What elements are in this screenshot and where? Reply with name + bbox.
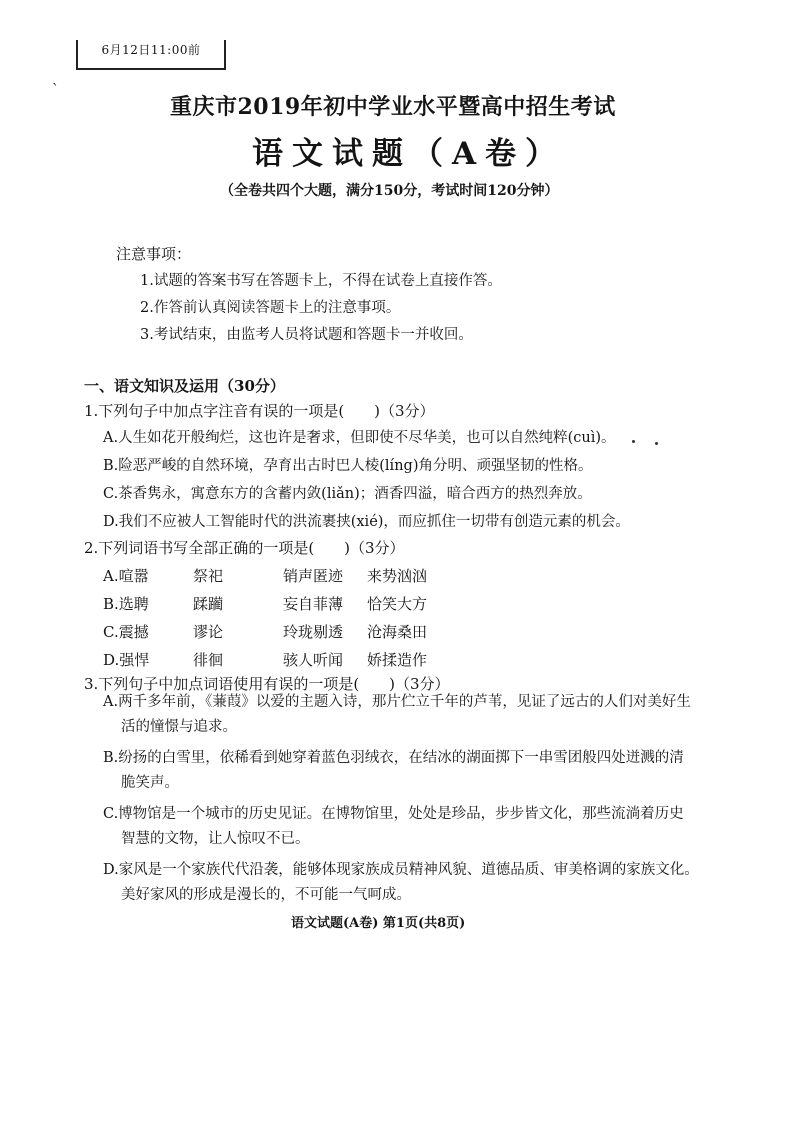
page-footer: 语文试题(A卷) 第1页(共8页) (291, 916, 466, 931)
scan-speck (632, 440, 635, 443)
word-row-c (103, 618, 487, 646)
question-3-choices (103, 690, 699, 914)
word-cell: 玲珑剔透 (283, 623, 344, 641)
choice-d: D.我们不应被人工智能时代的洪流裹挟(xié)，而应抓住一切带有创造元素的机会。 (103, 514, 630, 530)
choice-c (103, 802, 699, 852)
choice-c: C.茶香隽永，寓意东方的含蓄内敛(liǎn)；酒香四溢，暗合西方的热烈奔放。 (103, 486, 592, 502)
word-cell: 娇揉造作 (367, 651, 428, 669)
word-label: D.强悍 (103, 651, 150, 669)
word-cell: 蹂躏 (193, 595, 224, 613)
section-heading: 一、语文知识及运用（30分） (84, 377, 285, 395)
question-2-word-table (103, 562, 487, 674)
notice-item: 1.试题的答案书写在答题卡上，不得在试卷上直接作答。 (140, 273, 502, 289)
choice-line: D.家风是一个家族代代沿袭，能够体现家族成员精神风貌、道德品质、审美格调的家族文化。 (103, 862, 699, 878)
choice-b: B.险恶严峻的自然环境，孕育出古时巴人棱(líng)角分明、顽强坚韧的性格。 (103, 458, 593, 474)
word-cell: 祭祀 (193, 567, 224, 585)
notice-heading: 注意事项： (116, 245, 192, 263)
choice-a: A.人生如花开般绚烂，这也许是奢求，但即使不尽华美，也可以自然纯粹(cuì)。 (103, 430, 616, 446)
notice-item: 3.考试结束，由监考人员将试题和答题卡一并收回。 (140, 327, 473, 343)
word-cell: 销声匿迹 (283, 567, 344, 585)
choice-d (103, 858, 699, 908)
choice-line: C.博物馆是一个城市的历史见证。在博物馆里，处处是珍品，步步皆文化，那些流淌着历史 (103, 806, 684, 822)
notice-item: 2.作答前认真阅读答题卡上的注意事项。 (140, 300, 401, 316)
question-2-stem: 2.下列词语书写全部正确的一项是( )（3分） (84, 539, 405, 557)
choice-line: 智慧的文物，让人惊叹不已。 (121, 831, 310, 847)
word-cell: 妄自菲薄 (283, 595, 344, 613)
choice-a (103, 690, 699, 740)
word-cell: 谬论 (193, 623, 224, 641)
word-row-d (103, 646, 487, 674)
choice-b (103, 746, 699, 796)
word-cell: 骇人听闻 (283, 651, 344, 669)
stray-mark: ` (52, 82, 59, 98)
word-cell: 沧海桑田 (367, 623, 428, 641)
time-stamp-box (76, 40, 226, 70)
word-label: B.选聘 (103, 595, 149, 613)
notice-list (140, 268, 502, 349)
choice-line: 脆笑声。 (121, 775, 179, 791)
word-row-b (103, 590, 487, 618)
word-row-a (103, 562, 487, 590)
exam-info: （全卷共四个大题，满分150分，考试时间120分钟） (220, 183, 559, 199)
word-cell: 来势汹汹 (367, 567, 428, 585)
scan-speck (655, 442, 658, 445)
choice-line: B.纷扬的白雪里，依稀看到她穿着蓝色羽绒衣，在结冰的湖面掷下一串雪团般四处迸溅的清 (103, 750, 684, 766)
choice-line: A.两千多年前，《蒹葭》以爱的主题入诗，那片伫立千年的芦苇，见证了远古的人们对美好生 (103, 694, 691, 710)
question-1-choices (103, 424, 630, 536)
word-label: C.震撼 (103, 623, 149, 641)
choice-line: 美好家风的形成是漫长的，不可能一气呵成。 (121, 887, 411, 903)
word-label: A.喧嚣 (103, 567, 149, 585)
exam-title: 重庆市2019年初中学业水平暨高中招生考试 (170, 94, 616, 120)
word-cell: 徘徊 (193, 651, 224, 669)
choice-line: 活的憧憬与追求。 (121, 719, 237, 735)
question-1-stem: 1.下列句子中加点字注音有误的一项是( )（3分） (84, 402, 435, 420)
word-cell: 恰笑大方 (367, 595, 428, 613)
question-3-stem: 3.下列句子中加点词语使用有误的一项是( )（3分） (84, 675, 450, 693)
time-stamp-text: 6月12日11:00前 (101, 43, 201, 57)
paper-title: 语文试题（A卷） (252, 136, 566, 172)
